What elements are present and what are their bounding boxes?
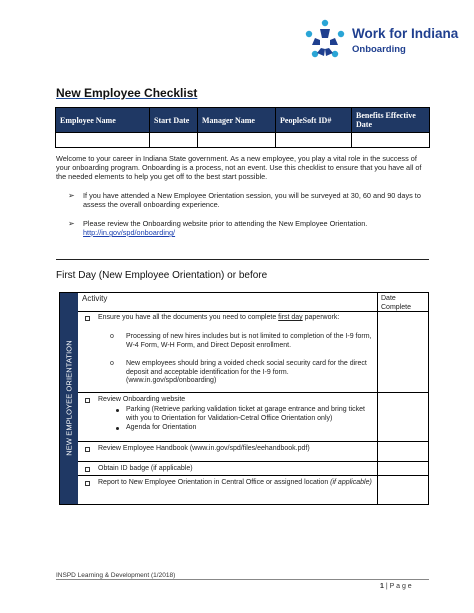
intro-paragraph: Welcome to your career in Indiana State government. As a new employee, you play a vital role in the success of your onboarding program. Onboarding is a process, not an event. Use this checklist to ensure that you have all of the needed elements to help you get off to the best start possible. (56, 154, 422, 181)
col-employee-name: Employee Name (56, 108, 150, 133)
sub-bullet-marker: o (110, 360, 114, 367)
section-divider (56, 259, 429, 260)
item-onboarding-website: Review Onboarding website (98, 396, 186, 403)
page-title: New Employee Checklist (56, 86, 198, 100)
peoplesoft-id-cell[interactable] (276, 133, 352, 148)
col-benefits-date: Benefits Effective Date (352, 108, 430, 133)
sidebar-label: NEW EMPLOYEE ORIENTATION (64, 340, 74, 456)
col-start-date: Start Date (150, 108, 198, 133)
section-title: First Day (New Employee Orientation) or before (56, 270, 268, 281)
item-new-hire-processing: Processing of new hires includes but is not limited to completion of the I-9 form, W-4 Form, W-H Form, and Direct Deposit enrollment. (126, 333, 372, 349)
arrow-bullet-icon: ➢ (68, 191, 75, 200)
logo-subtitle: Onboarding (352, 44, 406, 55)
item-handbook: Review Employee Handbook (www.in.gov/spd/files/eehandbook.pdf) (98, 445, 310, 452)
arrow-bullet-icon: ➢ (68, 219, 75, 228)
logo (302, 18, 467, 64)
manager-name-cell[interactable] (198, 133, 276, 148)
col-peoplesoft-id: PeopleSoft ID# (276, 108, 352, 133)
sub-bullet-marker: o (110, 333, 114, 340)
start-date-cell[interactable] (150, 133, 198, 148)
item-report-orientation: Report to New Employee Orientation in Central Office or assigned location (if applicable) (98, 479, 372, 486)
footer-divider (56, 579, 429, 580)
checklist-sidebar (60, 293, 78, 504)
date-complete-header: Date Complete (381, 295, 411, 311)
bullet-dot-icon (116, 409, 119, 412)
benefits-date-cell[interactable] (352, 133, 430, 148)
activity-header: Activity (82, 294, 108, 303)
item-id-badge: Obtain ID badge (if applicable) (98, 465, 193, 472)
item-agenda: Agenda for Orientation (126, 424, 197, 431)
survey-text: If you have attended a New Employee Orientation session, you will be surveyed at 30, 60 and 90 days to assess the overall onboarding experience. (83, 191, 421, 209)
checkbox-report-orientation[interactable] (85, 481, 90, 486)
orientation-checklist (59, 292, 429, 505)
checkbox-handbook[interactable] (85, 447, 90, 452)
checkbox-documents[interactable] (85, 316, 90, 321)
col-manager-name: Manager Name (198, 108, 276, 133)
employee-info-table (55, 107, 430, 148)
checkbox-id-badge[interactable] (85, 467, 90, 472)
star-people-icon (302, 18, 348, 64)
item-voided-check: New employees should bring a voided check social security card for the direct deposit and acceptable identification for the I-9 form. (www.in.gov/spd/onboarding) (126, 360, 367, 384)
onboarding-link[interactable]: http://in.gov/spd/onboarding/ (83, 228, 176, 237)
item-parking: Parking (Retrieve parking validation ticket at garage entrance and bring ticket with you to Orientation for Validation-Cetral Office Orientation only) (126, 406, 365, 422)
bullet-dot-icon (116, 427, 119, 430)
checkbox-onboarding-website[interactable] (85, 398, 90, 403)
website-text: Please review the Onboarding website prior to attending the New Employee Orientation. (83, 219, 368, 228)
footer-source: INSPD Learning & Development (1/2018) (56, 572, 176, 579)
employee-name-cell[interactable] (56, 133, 150, 148)
item-documents: Ensure you have all the documents you need to complete first day paperwork: (98, 314, 340, 321)
page-number: 1 | P a g e (380, 583, 412, 590)
logo-title: Work for Indiana (352, 26, 459, 41)
